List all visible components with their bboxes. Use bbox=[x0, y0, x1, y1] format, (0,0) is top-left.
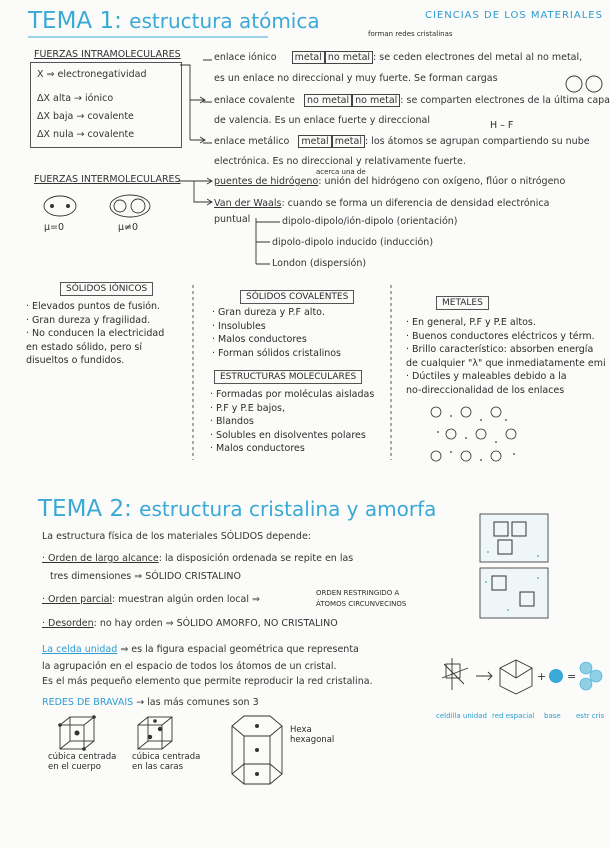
list-item: · P.F y P.E bajos, bbox=[210, 402, 285, 414]
fcc-label-line-2: en las caras bbox=[132, 762, 184, 772]
tema1-underline bbox=[28, 36, 268, 40]
intra-line-3: ΔX baja → covalente bbox=[37, 111, 134, 122]
list-item: · Formadas por moléculas aisladas bbox=[210, 389, 375, 400]
list-item: · Blandos bbox=[210, 416, 254, 427]
list-item: · En general, P.F y P.E altos. bbox=[406, 317, 536, 328]
divider-right bbox=[390, 285, 394, 465]
list-item: · Gran dureza y fragilidad. bbox=[26, 314, 151, 326]
tema1-title bbox=[28, 8, 320, 34]
list-item: · Brillo característico: absorben energía bbox=[406, 344, 594, 355]
dipole-molecules bbox=[40, 194, 160, 224]
list-item: · Dúctiles y maleables debido a la bbox=[406, 371, 567, 382]
mu-nonzero: μ≠0 bbox=[118, 222, 139, 233]
ionic-label: enlace iónico bbox=[214, 52, 277, 63]
svg-text:+: + bbox=[537, 670, 547, 683]
orden-parcial-note-2: ÁTOMOS CIRCUNVECINOS bbox=[316, 600, 407, 608]
covalent-formula: H – F bbox=[490, 120, 514, 131]
bcc-label bbox=[48, 752, 116, 772]
ionic-box-metal: metal bbox=[292, 51, 325, 64]
diagram-label-base: base bbox=[544, 712, 561, 720]
intra-line-1: X ⇒ electronegatividad bbox=[37, 69, 147, 80]
tema2-label: TEMA 2: bbox=[38, 496, 132, 522]
solidos-covalentes-list bbox=[212, 306, 341, 360]
enlace-arrows bbox=[200, 57, 216, 147]
bcc-label-line-2: en el cuerpo bbox=[48, 762, 101, 772]
solidos-ionicos-list bbox=[26, 300, 164, 368]
charge-circles bbox=[566, 74, 600, 96]
tema2-intro: La estructura física de los materiales SÓLIDOS depende: bbox=[42, 531, 312, 542]
bcc-cube-sketch bbox=[58, 715, 98, 751]
vdw-text-1: : cuando se forma un diferencia de densidad electrónica bbox=[281, 198, 550, 209]
list-item: · Gran dureza y P.F alto. bbox=[212, 307, 325, 318]
mu-zero: μ=0 bbox=[44, 222, 65, 233]
ionic-line-2: es un enlace no direccional y muy fuerte. Se forman cargas bbox=[214, 73, 498, 84]
bravais-row bbox=[42, 697, 259, 708]
vdw-item-2: dipolo-dipolo inducido (inducción) bbox=[272, 237, 434, 248]
hydrogen-label: puentes de hidrógeno bbox=[214, 176, 319, 187]
metallic-line-1: : los átomos se agrupan compartiendo su nube bbox=[365, 136, 590, 147]
metallic-line-2: electrónica. Es no direccional y relativamente fuerte. bbox=[214, 156, 466, 167]
estructuras-moleculares-list bbox=[210, 388, 374, 456]
orden-parcial-label: · Orden parcial bbox=[42, 594, 113, 605]
desorden-row bbox=[42, 618, 338, 629]
tema2-title bbox=[38, 496, 436, 522]
estructuras-moleculares-heading: ESTRUCTURAS MOLECULARES bbox=[214, 370, 362, 384]
vdw-text-2: puntual bbox=[214, 214, 251, 225]
ionic-line-1: : se ceden electrones del metal al no metal, bbox=[373, 52, 583, 63]
metales-list bbox=[406, 316, 606, 397]
list-item: · Buenos conductores eléctricos y térm. bbox=[406, 330, 595, 342]
vdw-label: Van der Waals bbox=[214, 198, 282, 209]
hydrogen-text: : unión del hidrógeno con oxígeno, flúor o nitrógeno bbox=[318, 176, 566, 187]
metales-heading: METALES bbox=[436, 296, 489, 310]
metallic-row bbox=[214, 136, 590, 147]
corner-title: CIENCIAS DE LOS MATERIALES bbox=[425, 10, 603, 21]
list-item: · Malos conductores bbox=[210, 443, 305, 454]
covalent-box-1: no metal bbox=[304, 94, 352, 107]
fcc-label bbox=[132, 752, 200, 772]
lattice-equation-sketch bbox=[440, 650, 600, 710]
hex-label-line-2: hexagonal bbox=[290, 735, 335, 745]
list-item: · Malos conductores bbox=[212, 334, 307, 345]
orden-largo-row bbox=[42, 553, 353, 564]
hydrogen-small-note: acerca una de bbox=[316, 168, 366, 176]
hex-label-line-1: Hexa bbox=[290, 725, 312, 735]
vdw-item-3: London (dispersión) bbox=[272, 258, 367, 269]
orden-parcial-text: : muestran algún orden local ⇒ bbox=[112, 594, 260, 605]
hydrogen-row bbox=[214, 176, 565, 187]
covalent-row bbox=[214, 95, 610, 106]
list-item: · Forman sólidos cristalinos bbox=[212, 347, 342, 359]
diagram-label-estr: estr cris bbox=[576, 712, 605, 720]
celda-text-2: la agrupación en el espacio de todos los átomos de un cristal. bbox=[42, 661, 337, 672]
celda-label: La celda unidad bbox=[42, 644, 118, 655]
hexagonal-prism-sketch bbox=[230, 712, 286, 788]
bcc-label-line-1: cúbica centrada bbox=[48, 752, 117, 762]
covalent-label: enlace covalente bbox=[214, 95, 295, 106]
fcc-label-line-1: cúbica centrada bbox=[132, 752, 201, 762]
celda-text-3: Es el más pequeño elemento que permite reproducir la red cristalina. bbox=[42, 676, 373, 687]
orden-parcial-row bbox=[42, 594, 260, 605]
ionic-top-note: forman redes cristalinas bbox=[368, 30, 453, 38]
intra-line-2: ΔX alta → iónico bbox=[37, 93, 114, 104]
fcc-cube-sketch bbox=[136, 715, 176, 751]
orden-largo-text-1: : la disposición ordenada se repite en las bbox=[158, 553, 354, 564]
tema2-subtitle: estructura cristalina y amorfa bbox=[139, 497, 437, 521]
list-item: en estado sólido, pero sí bbox=[26, 341, 143, 353]
covalent-box-2: no metal bbox=[352, 94, 400, 107]
diagram-label-red: red espacial bbox=[492, 712, 535, 720]
intra-heading: FUERZAS INTRAMOLECULARES bbox=[34, 49, 181, 60]
ionic-row bbox=[214, 52, 582, 63]
list-item: de cualquier "λ" que inmediatamente emi bbox=[406, 357, 606, 369]
desorden-text: : no hay orden ⇒ SÓLIDO AMORFO, NO CRISTALINO bbox=[93, 618, 338, 629]
covalent-line-2: de valencia. Es un enlace fuerte y direccional bbox=[214, 115, 430, 126]
list-item: · No conducen la electricidad bbox=[26, 328, 165, 339]
structure-panels-sketch bbox=[478, 512, 550, 622]
orden-largo-label: · Orden de largo alcance bbox=[42, 553, 159, 564]
list-item: · Elevados puntos de fusión. bbox=[26, 301, 161, 312]
tema1-label: TEMA 1: bbox=[28, 8, 122, 34]
covalent-line-1: : se comparten electrones de la última capa bbox=[400, 95, 610, 106]
divider-left bbox=[192, 285, 196, 465]
metallic-label: enlace metálico bbox=[214, 136, 290, 147]
bravais-text: → las más comunes son 3 bbox=[136, 697, 259, 708]
solidos-covalentes-heading: SÓLIDOS COVALENTES bbox=[240, 290, 354, 304]
inter-arrows bbox=[178, 178, 218, 208]
list-item: no-direccionalidad de los enlaces bbox=[406, 384, 565, 396]
metal-lattice-sketch bbox=[426, 402, 526, 472]
ionic-box-nometal: no metal bbox=[325, 51, 373, 64]
tema1-subtitle: estructura atómica bbox=[129, 9, 320, 33]
list-item: · Solubles en disolventes polares bbox=[210, 429, 366, 441]
list-item: disueltos o fundidos. bbox=[26, 355, 125, 366]
electronegativity-box bbox=[30, 62, 182, 148]
celda-row-1 bbox=[42, 644, 359, 655]
orden-largo-text-2: tres dimensiones ⇒ SÓLIDO CRISTALINO bbox=[50, 571, 241, 582]
orden-parcial-note-1: ORDEN RESTRINGIDO A bbox=[316, 589, 400, 597]
metallic-box-2: metal bbox=[332, 135, 365, 148]
bravais-label: REDES DE BRAVAIS bbox=[42, 697, 134, 708]
metallic-box-1: metal bbox=[298, 135, 331, 148]
list-item: · Insolubles bbox=[212, 320, 266, 332]
svg-text:=: = bbox=[567, 670, 577, 683]
celda-text-1: ⇒ es la figura espacial geométrica que representa bbox=[120, 644, 359, 655]
hex-label bbox=[290, 725, 334, 745]
inter-heading: FUERZAS INTERMOLECULARES bbox=[34, 174, 181, 185]
vdw-row bbox=[214, 198, 549, 209]
solidos-ionicos-heading: SÓLIDOS IÓNICOS bbox=[60, 282, 153, 296]
intra-line-4: ΔX nula → covalente bbox=[37, 129, 135, 140]
diagram-label-celdilla: celdilla unidad bbox=[436, 712, 487, 720]
desorden-label: · Desorden bbox=[42, 618, 94, 629]
vdw-item-1: dipolo-dipolo/ión-dipolo (orientación) bbox=[282, 216, 458, 227]
